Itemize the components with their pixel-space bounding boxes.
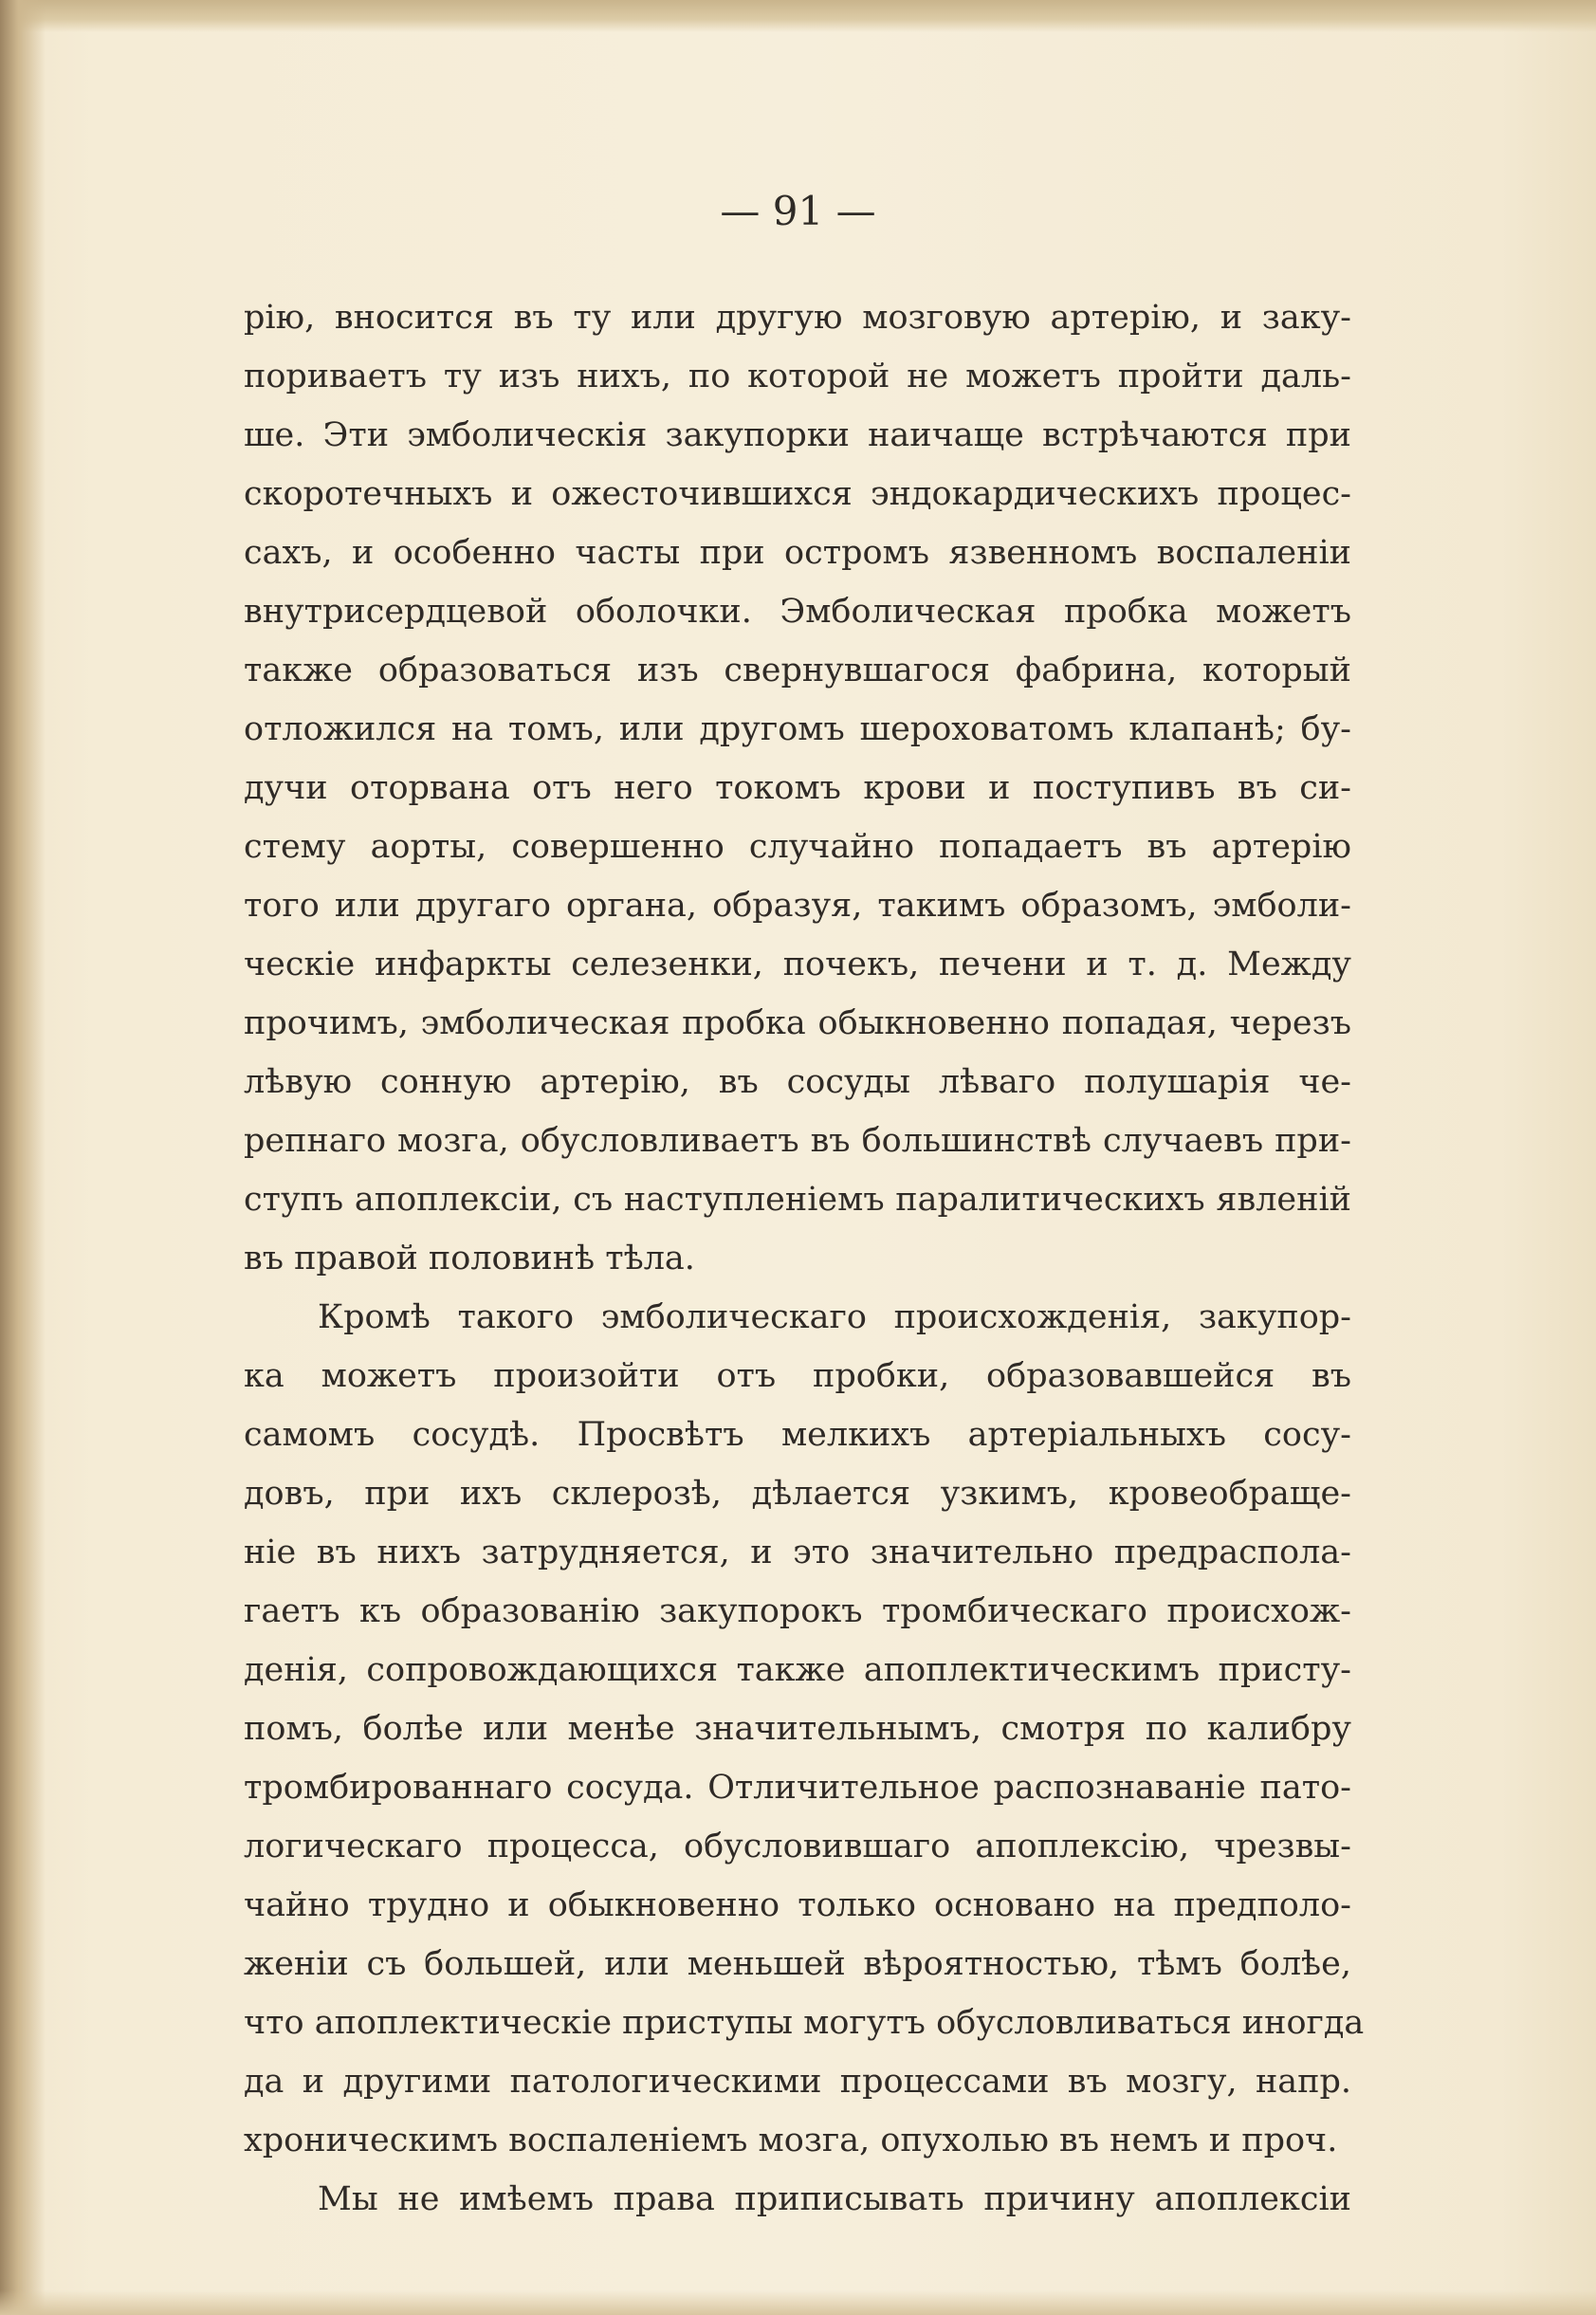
text-line: пориваетъ ту изъ нихъ, по которой не можетъ пройти даль-	[244, 358, 1351, 395]
text-line: стему аорты, совершенно случайно попадаетъ въ артерію	[244, 828, 1351, 866]
text-line: прочимъ, эмболическая пробка обыкновенно попадая, черезъ	[244, 1004, 1351, 1042]
text-line: дучи оторвана отъ него токомъ крови и поступивъ въ си-	[244, 769, 1351, 807]
text-line: логическаго процесса, обусловившаго апоплексію, чрезвы-	[244, 1828, 1351, 1865]
text-line: ніе въ нихъ затрудняется, и это значительно предраспола-	[244, 1534, 1351, 1571]
text-line: помъ, болѣе или менѣе значительнымъ, смотря по калибру	[244, 1710, 1351, 1748]
text-line: ступъ апоплексіи, съ наступленіемъ паралитическихъ явленій	[244, 1181, 1351, 1219]
text-line: скоротечныхъ и ожесточившихся эндокардическихъ процес-	[244, 475, 1351, 513]
text-line: ческіе инфаркты селезенки, почекъ, печени и т. д. Между	[244, 946, 1351, 983]
text-line: хроническимъ воспаленіемъ мозга, опухолью въ немъ и проч.	[244, 2122, 1338, 2159]
text-line: Кромѣ такого эмболическаго происхожденія, закупор-	[318, 1298, 1351, 1336]
text-line: что апоплектическіе приступы могутъ обусловливаться иногда	[244, 2004, 1365, 2042]
text-line: сахъ, и особенно часты при остромъ язвенномъ воспаленіи	[244, 534, 1351, 572]
text-line: гаетъ къ образованію закупорокъ тромбическаго происхож-	[244, 1592, 1351, 1630]
page-number: — 91 —	[720, 188, 876, 234]
text-line: довъ, при ихъ склерозѣ, дѣлается узкимъ, кровеобраще-	[244, 1475, 1351, 1513]
text-line: рію, вносится въ ту или другую мозговую артерію, и заку-	[244, 299, 1351, 337]
text-line: отложился на томъ, или другомъ шероховатомъ клапанѣ; бу-	[244, 710, 1351, 748]
text-line: тромбированнаго сосуда. Отличительное распознаваніе пато-	[244, 1769, 1351, 1807]
body-text	[244, 288, 1365, 2229]
text-line: ше. Эти эмболическія закупорки наичаще встрѣчаются при	[244, 416, 1351, 454]
text-line: лѣвую сонную артерію, въ сосуды лѣваго полушарія че-	[244, 1063, 1351, 1101]
page-bottom-edge	[0, 2290, 1596, 2315]
text-line: денія, сопровождающихся также апоплектическимъ присту-	[244, 1651, 1351, 1689]
text-line: самомъ сосудѣ. Просвѣтъ мелкихъ артеріальныхъ сосу-	[244, 1416, 1351, 1454]
text-line: того или другаго органа, образуя, такимъ образомъ, эмболи-	[244, 887, 1351, 925]
page-top-edge	[0, 0, 1596, 32]
text-line: женіи съ большей, или меньшей вѣроятностью, тѣмъ болѣе,	[244, 1945, 1351, 1983]
text-line: репнаго мозга, обусловливаетъ въ большинствѣ случаевъ при-	[244, 1122, 1351, 1160]
text-line: также образоваться изъ свернувшагося фабрина, который	[244, 652, 1351, 689]
text-line: чайно трудно и обыкновенно только основано на предполо-	[244, 1886, 1351, 1924]
text-line: да и другими патологическими процессами въ мозгу, напр.	[244, 2063, 1351, 2101]
text-line: внутрисердцевой оболочки. Эмболическая пробка можетъ	[244, 593, 1351, 631]
text-line: Мы не имѣемъ права приписывать причину апоплексіи	[318, 2180, 1351, 2218]
text-line: въ правой половинѣ тѣла.	[244, 1240, 695, 1277]
text-line: ка можетъ произойти отъ пробки, образовавшейся въ	[244, 1357, 1351, 1395]
page-binding-edge	[0, 0, 46, 2315]
